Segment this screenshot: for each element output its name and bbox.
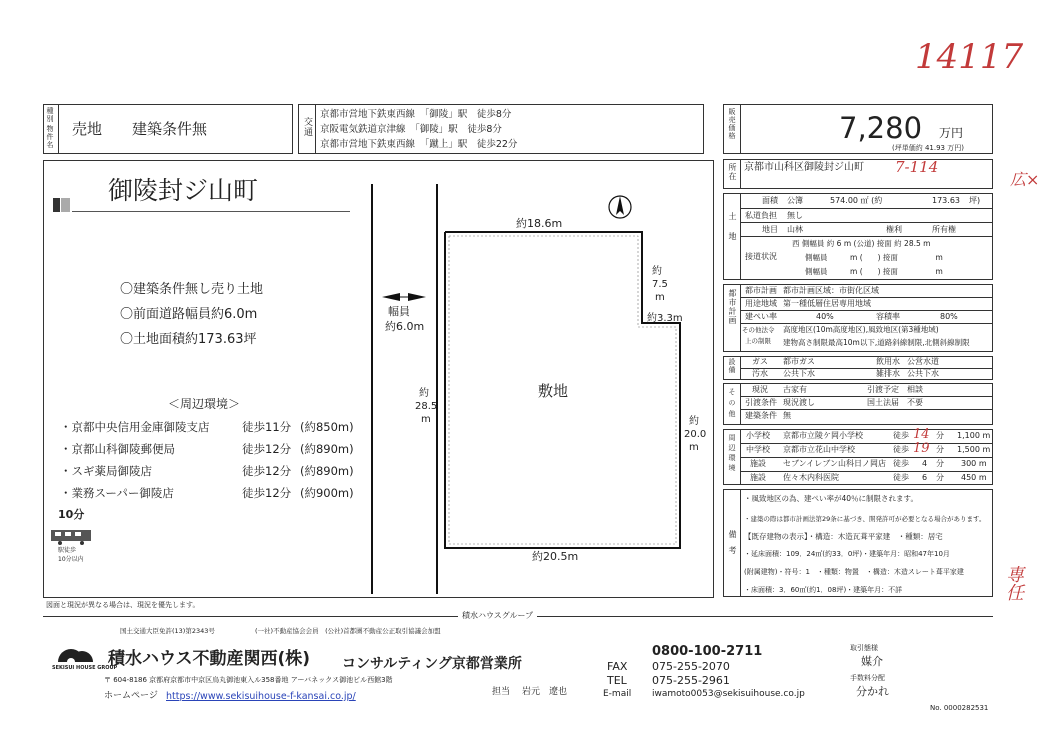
surround-min: 14 <box>913 427 930 442</box>
surround-dist: 300 m <box>961 459 987 468</box>
divider <box>740 310 992 311</box>
company-name: 積水ハウス不動産関西(株) <box>108 649 311 669</box>
divider <box>740 471 992 472</box>
type-label: 種別 <box>46 107 54 123</box>
area-unit: 坪) <box>969 196 981 205</box>
env-dist: (約890m) <box>300 464 354 478</box>
remark-line: ・建築の際は都市計画法第29条に基づき、開発許可が必要となる場合があります。 <box>744 515 986 523</box>
cond-value: 現況渡し <box>783 398 815 407</box>
transaction-mode: 媒介 <box>861 655 883 668</box>
divider <box>740 443 992 444</box>
other-law-label: その他法令 <box>742 326 775 334</box>
other-law-label-2: 上の制限 <box>745 337 771 345</box>
env-walk: 徒歩12分 <box>242 486 292 500</box>
zone-label: 用途地域 <box>745 299 777 308</box>
env-dist: (約900m) <box>300 486 354 500</box>
north-arrow-icon <box>607 193 633 221</box>
handwritten-mark: 広× <box>1010 170 1040 189</box>
association: (一社)不動産協会会員 (公社)首都圏不動産公正取引協議会加盟 <box>255 627 441 635</box>
license: 国土交通大臣免許(13)第2343号 <box>120 627 215 635</box>
dim-notch-2: 7.5 <box>652 279 668 290</box>
divider <box>740 236 992 237</box>
permit-label: 建築条件 <box>745 411 777 420</box>
property-title: 御陵封ジ山町 <box>108 176 259 205</box>
gas-label: ガス <box>752 357 768 366</box>
private-road-label: 私道負担 <box>745 211 777 220</box>
dim-notch-3: m <box>655 292 665 303</box>
type-box <box>43 104 293 154</box>
other-label: その他 <box>728 388 736 421</box>
env-walk: 徒歩12分 <box>242 442 292 456</box>
road-row: 側幅員 m ( ) 接面 m <box>805 267 943 276</box>
map-note: 図面と現況が異なる場合は、現況を優先します。 <box>46 601 200 609</box>
handover-label: 引渡予定 <box>867 385 899 394</box>
location-value: 京都市山科区御陵封ジ山町 <box>744 162 864 173</box>
plan-area-value: 都市計画区域：市街化区域 <box>783 286 879 295</box>
env-item: ・京都山科御陵郵便局 <box>60 442 175 456</box>
handwritten-number: 14117 <box>915 37 1024 77</box>
feature-3: 〇土地面積約173.63坪 <box>120 332 257 347</box>
remark-line: ・床面積：3．60㎡(約1．08坪)・建築年月：不詳 <box>744 586 903 594</box>
name-label: 物件名 <box>46 125 54 149</box>
location-label: 所在 <box>728 163 737 181</box>
city-plan-label: 都市計画 <box>728 289 737 325</box>
transaction-mode-label: 取引態様 <box>850 644 878 652</box>
build-condition: 建築条件無 <box>132 120 208 138</box>
water-label: 飲用水 <box>876 357 900 366</box>
staff-name: 岩元 遼也 <box>522 687 568 697</box>
remark-line: ・延床面積：109．24㎡(約33．0坪)・建築年月：昭和47年10月 <box>744 550 950 558</box>
bcr-value: 40% <box>816 312 834 321</box>
divider <box>740 396 992 397</box>
surround-min: 4 <box>922 459 928 468</box>
traffic-line-3: 京都市営地下鉄東西線 「蹴上」駅 徒歩22分 <box>320 139 518 150</box>
dim-left-1: 約 <box>419 388 429 399</box>
surround-walk: 徒歩 <box>893 473 909 482</box>
handover-value: 相談 <box>907 385 923 394</box>
law-label: 国土法届 <box>867 398 899 407</box>
surround-dist: 1,100 m <box>957 431 991 440</box>
drain-label: 雑排水 <box>876 369 900 378</box>
divider <box>740 457 992 458</box>
tel-label: TEL <box>607 674 627 687</box>
status-label: 現況 <box>752 385 768 394</box>
chimoku-value: 山林 <box>787 225 803 234</box>
road-width-value: 約6.0m <box>385 320 425 333</box>
station-time: 10分 <box>58 508 85 521</box>
bcr-label: 建ぺい率 <box>745 312 777 321</box>
dim-right-2: 20.0 <box>684 429 707 440</box>
property-type: 売地 <box>72 120 103 138</box>
env-item: ・京都中央信用金庫御陵支店 <box>60 420 210 434</box>
surround-walk: 徒歩 <box>893 431 909 440</box>
dim-top: 約18.6m <box>516 217 563 230</box>
status-value: 古家有 <box>783 385 807 394</box>
divider <box>740 297 992 298</box>
fax-label: FAX <box>607 660 628 673</box>
env-item: ・スギ薬局御陵店 <box>60 464 152 478</box>
surround-kind: 中学校 <box>746 445 770 454</box>
site-plan <box>360 170 710 594</box>
surround-name: 京都市立陵ケ岡小学校 <box>783 431 863 440</box>
fee-value: 分かれ <box>856 685 889 698</box>
location-box <box>723 159 993 189</box>
plan-area-label: 都市計画 <box>745 286 777 295</box>
remark-line: (附属建物)・符号：1 ・種類：物置 ・構造：木造スレート葺平家建 <box>744 568 964 576</box>
title-mark <box>53 198 60 212</box>
traffic-box <box>298 104 704 154</box>
email-label: E-mail <box>603 689 632 699</box>
site-label: 敷地 <box>538 382 569 400</box>
far-label: 容積率 <box>876 312 900 321</box>
logo-caption: SEKISUI HOUSE GROUP <box>52 665 118 671</box>
env-dist: (約890m) <box>300 442 354 456</box>
surround-min: 19 <box>913 441 930 456</box>
divider <box>740 222 992 223</box>
area-tsubo: 173.63 <box>932 196 960 205</box>
price-value: 7,280 <box>839 111 923 145</box>
chimoku-label: 地目 <box>762 225 778 234</box>
price-unit: 万円 <box>939 126 964 140</box>
law-value: 不要 <box>907 398 923 407</box>
env-walk: 徒歩12分 <box>242 464 292 478</box>
branch-name: コンサルティング京都営業所 <box>342 656 522 672</box>
remarks-label: 備考 <box>728 530 737 562</box>
drain-value: 公共下水 <box>907 369 939 378</box>
permit-value: 無 <box>783 411 791 420</box>
email-address[interactable]: iwamoto0053@sekisuihouse.co.jp <box>652 689 805 699</box>
divider <box>740 323 992 324</box>
surround-min: 6 <box>922 473 928 482</box>
price-box <box>723 104 993 154</box>
tel-number: 075-255-2961 <box>652 674 730 687</box>
surround-unit: 分 <box>936 459 944 468</box>
feature-2: 〇前面道路幅員約6.0m <box>120 307 258 322</box>
divider <box>740 208 992 209</box>
price-label: 販売価格 <box>728 108 736 140</box>
staff-label: 担当 <box>492 687 511 697</box>
sewer-label: 汚水 <box>752 369 768 378</box>
traffic-line-2: 京阪電気鉄道京津線 「御陵」駅 徒歩8分 <box>320 124 502 135</box>
surround-name: 京都市立花山中学校 <box>783 445 855 454</box>
area-kind: 公簿 <box>787 196 803 205</box>
divider <box>740 368 992 369</box>
road-row: 側幅員 m ( ) 接面 m <box>805 253 943 262</box>
road-width-label: 幅員 <box>388 305 410 318</box>
dim-left-2: 28.5 <box>415 401 438 412</box>
remarks-box <box>723 489 993 597</box>
dim-notch-width: 約3.3m <box>647 313 683 324</box>
sewer-value: 公共下水 <box>783 369 815 378</box>
doc-number: No. 0000282531 <box>930 704 989 712</box>
land-label: 土地 <box>728 212 737 252</box>
other-law-2: 建物高さ制限最高10m以下,道路斜線制限,北側斜線制限 <box>783 338 970 347</box>
feature-1: 〇建築条件無し売り土地 <box>120 282 264 297</box>
fax-number: 075-255-2070 <box>652 660 730 673</box>
surround-walk: 徒歩 <box>893 445 909 454</box>
handwritten-house-no: 7-114 <box>895 158 939 176</box>
gas-value: 都市ガス <box>783 357 815 366</box>
title-mark-2 <box>61 198 70 212</box>
env-item: ・業務スーパー御陵店 <box>60 486 174 500</box>
dim-right-3: m <box>689 442 699 453</box>
kenri-value: 所有権 <box>932 225 956 234</box>
env-walk: 徒歩11分 <box>242 420 292 434</box>
traffic-label: 交通 <box>302 117 312 137</box>
surround-dist: 450 m <box>961 473 987 482</box>
road-label: 接道状況 <box>745 252 777 261</box>
homepage-link[interactable]: https://www.sekisuihouse-f-kansai.co.jp/ <box>166 691 356 702</box>
remark-line: ・風致地区の為、建ぺい率が40％に制限されます。 <box>744 494 918 503</box>
surround-unit: 分 <box>936 473 944 482</box>
dim-notch-1: 約 <box>652 266 662 277</box>
title-underline <box>72 211 350 212</box>
kenri-label: 権利 <box>886 225 902 234</box>
dim-right-1: 約 <box>689 416 699 427</box>
free-dial: 0800-100-2711 <box>652 644 763 659</box>
facility-label: 設備 <box>728 358 736 374</box>
dim-left-3: m <box>421 414 431 425</box>
address: 〒 604-8186 京都府京都市中京区烏丸御池東入ル358番地 アーバネックス御池ビル西館3階 <box>104 676 393 684</box>
surround-kind: 施設 <box>750 459 766 468</box>
surround-name: セブンイレブン山科日ノ岡店 <box>783 459 886 468</box>
water-value: 公営水道 <box>907 357 939 366</box>
price-per-tsubo: (坪単価約 41.93 万円) <box>892 144 964 152</box>
remark-line: 【既存建物の表示】・構造：木造瓦葺平家建 ・種類：居宅 <box>744 532 943 541</box>
env-dist: (約850m) <box>300 420 354 434</box>
area-value: 574.00 ㎡ (約 <box>830 196 883 205</box>
other-law-1: 高度地区(10m高度地区),風致地区(第3種地域) <box>783 325 939 334</box>
road-row: 西 側幅員 約 6 m (公道) 接面 約 28.5 m <box>792 239 931 248</box>
station-caption-2: 10分以内 <box>58 556 84 563</box>
surround-name: 佐々木内科医院 <box>783 473 839 482</box>
fee-label: 手数料分配 <box>850 674 885 682</box>
surround-unit: 分 <box>936 445 944 454</box>
dim-bottom: 約20.5m <box>532 550 579 563</box>
far-value: 80% <box>940 312 958 321</box>
handwritten-exclusive: 専任 <box>1003 565 1024 601</box>
group-bar-label: 積水ハウスグループ <box>458 612 537 620</box>
divider <box>740 409 992 410</box>
sekisui-logo-icon <box>56 634 94 664</box>
traffic-line-1: 京都市営地下鉄東西線 「御陵」駅 徒歩8分 <box>320 109 512 120</box>
surround-kind: 小学校 <box>746 431 770 440</box>
area-label: 面積 <box>762 196 778 205</box>
surround-dist: 1,500 m <box>957 445 991 454</box>
surround-unit: 分 <box>936 431 944 440</box>
surround-kind: 施設 <box>750 473 766 482</box>
surround-walk: 徒歩 <box>893 459 909 468</box>
private-road-value: 無し <box>787 211 803 220</box>
train-icon <box>50 527 94 545</box>
station-caption-1: 駅徒歩 <box>58 547 77 554</box>
zone-value: 第一種低層住居専用地域 <box>783 299 871 308</box>
cond-label: 引渡条件 <box>745 398 777 407</box>
env-title: ＜周辺環境＞ <box>168 397 241 411</box>
surround-label: 周辺環境 <box>728 434 736 474</box>
homepage-label: ホームページ <box>104 691 158 701</box>
